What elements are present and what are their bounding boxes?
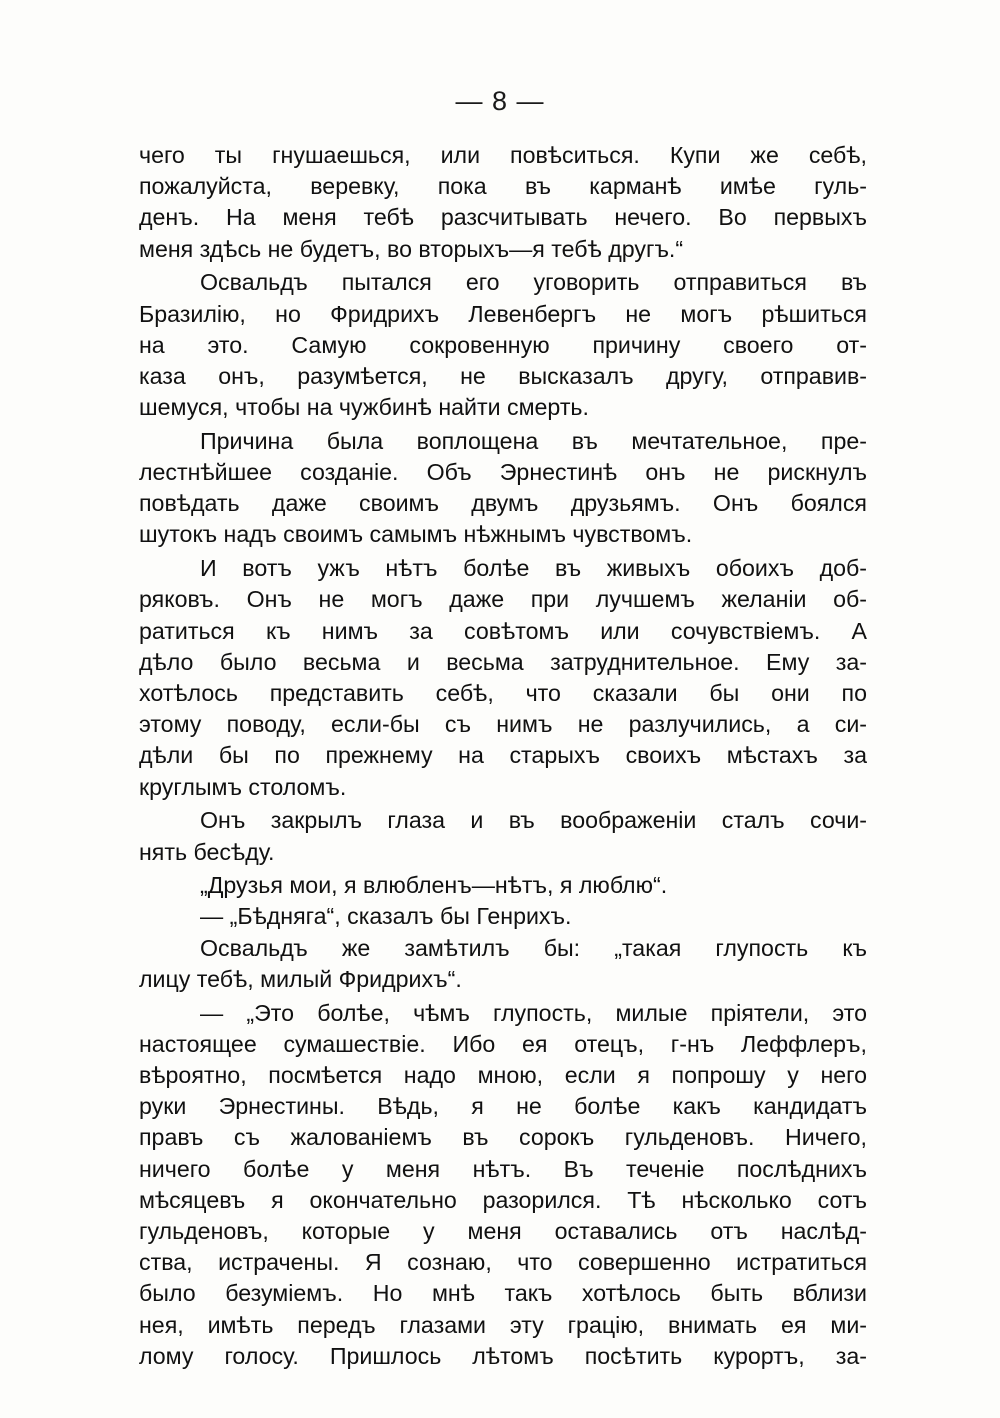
text-line: было безуміемъ. Но мнѣ такъ хотѣлось быть вблизи bbox=[139, 1280, 867, 1307]
text-line: правъ съ жалованіемъ въ сорокъ гульденовъ. Ничего, bbox=[139, 1124, 867, 1151]
text-line: ства, истрачены. Я сознаю, что совершенно истратиться bbox=[139, 1249, 867, 1276]
text-line: Освальдъ же замѣтилъ бы: „такая глупость къ bbox=[200, 934, 867, 961]
text-line: И вотъ ужъ нѣтъ болѣе въ живыхъ обоихъ доб- bbox=[200, 555, 867, 582]
text-line: нять бесѣду. bbox=[139, 838, 275, 865]
text-line: лицу тебѣ, милый Фридрихъ“. bbox=[139, 965, 462, 992]
text-line: лому голосу. Пришлось лѣтомъ посѣтить курортъ, за- bbox=[139, 1342, 867, 1369]
text-line: Причина была воплощена въ мечтательное, пре- bbox=[200, 427, 867, 454]
text-line: „Друзья мои, я влюбленъ—нѣтъ, я люблю“. bbox=[200, 872, 668, 899]
text-line: хотѣлось представить себѣ, что сказали бы они по bbox=[139, 679, 867, 706]
text-line: меня здѣсь не будетъ, во вторыхъ—я тебѣ другъ.“ bbox=[139, 235, 684, 262]
text-line: шемуся, чтобы на чужбинѣ найти смерть. bbox=[139, 394, 589, 421]
text-line: повѣдать даже своимъ двумъ друзьямъ. Онъ боялся bbox=[139, 490, 867, 517]
text-line: гульденовъ, которые у меня оставались отъ наслѣд- bbox=[139, 1217, 867, 1244]
text-line: мѣсяцевъ я окончательно разорился. Тѣ нѣсколько сотъ bbox=[139, 1186, 867, 1213]
text-line: вѣроятно, посмѣется надо мною, если я попрошу у него bbox=[139, 1062, 867, 1088]
text-line: — „Это болѣе, чѣмъ глупость, милые пріятели, это bbox=[200, 999, 867, 1026]
page-number: — 8 — bbox=[455, 86, 545, 116]
text-line: каза онъ, разумѣется, не высказалъ другу, отправив- bbox=[139, 362, 867, 389]
text-line: лестнѣйшее созданіе. Объ Эрнестинѣ онъ не рискнулъ bbox=[139, 459, 867, 486]
text-line: шутокъ надъ своимъ самымъ нѣжнымъ чувствомъ. bbox=[139, 521, 693, 548]
text-line: настоящее сумашествіе. Ибо ея отецъ, г-нъ Леффлеръ, bbox=[139, 1030, 867, 1057]
text-line: чего ты гнушаешься, или повѣситься. Купи же себѣ, bbox=[139, 142, 867, 168]
text-line: руки Эрнестины. Вѣдь, я не болѣе какъ кандидатъ bbox=[139, 1093, 867, 1120]
body-text bbox=[139, 140, 867, 1372]
text-line: этому поводу, если-бы съ нимъ не разлучились, а си- bbox=[139, 711, 867, 738]
text-line: дѣло было весьма и весьма затруднительное. Ему за- bbox=[139, 648, 867, 675]
text-line: — „Бѣдняга“, сказалъ бы Генрихъ. bbox=[200, 903, 572, 930]
text-line: пожалуйста, веревку, пока въ карманѣ имѣе гуль- bbox=[139, 173, 867, 200]
text-line: денъ. На меня тебѣ разсчитывать нечего. Во первыхъ bbox=[139, 204, 867, 231]
text-line: ратиться къ нимъ за совѣтомъ или сочувствіемъ. А bbox=[139, 617, 867, 644]
text-line: Бразилію, но Фридрихъ Левенбергъ не могъ рѣшиться bbox=[139, 300, 867, 327]
text-line: Онъ закрылъ глаза и въ воображеніи сталъ сочи- bbox=[200, 807, 867, 834]
text-line: ряковъ. Онъ не могъ даже при лучшемъ желаніи об- bbox=[139, 586, 867, 613]
text-line: круглымъ столомъ. bbox=[139, 773, 347, 800]
text-line: на это. Самую сокровенную причину своего от- bbox=[139, 331, 867, 358]
text-line: нея, имѣть передъ глазами эту грацію, внимать ея ми- bbox=[139, 1311, 867, 1338]
text-line: Освальдъ пытался его уговорить отправиться въ bbox=[200, 269, 867, 296]
text-line: ничего болѣе у меня нѣтъ. Въ теченіе послѣднихъ bbox=[139, 1155, 867, 1182]
text-line: дѣли бы по прежнему на старыхъ своихъ мѣстахъ за bbox=[139, 742, 867, 769]
